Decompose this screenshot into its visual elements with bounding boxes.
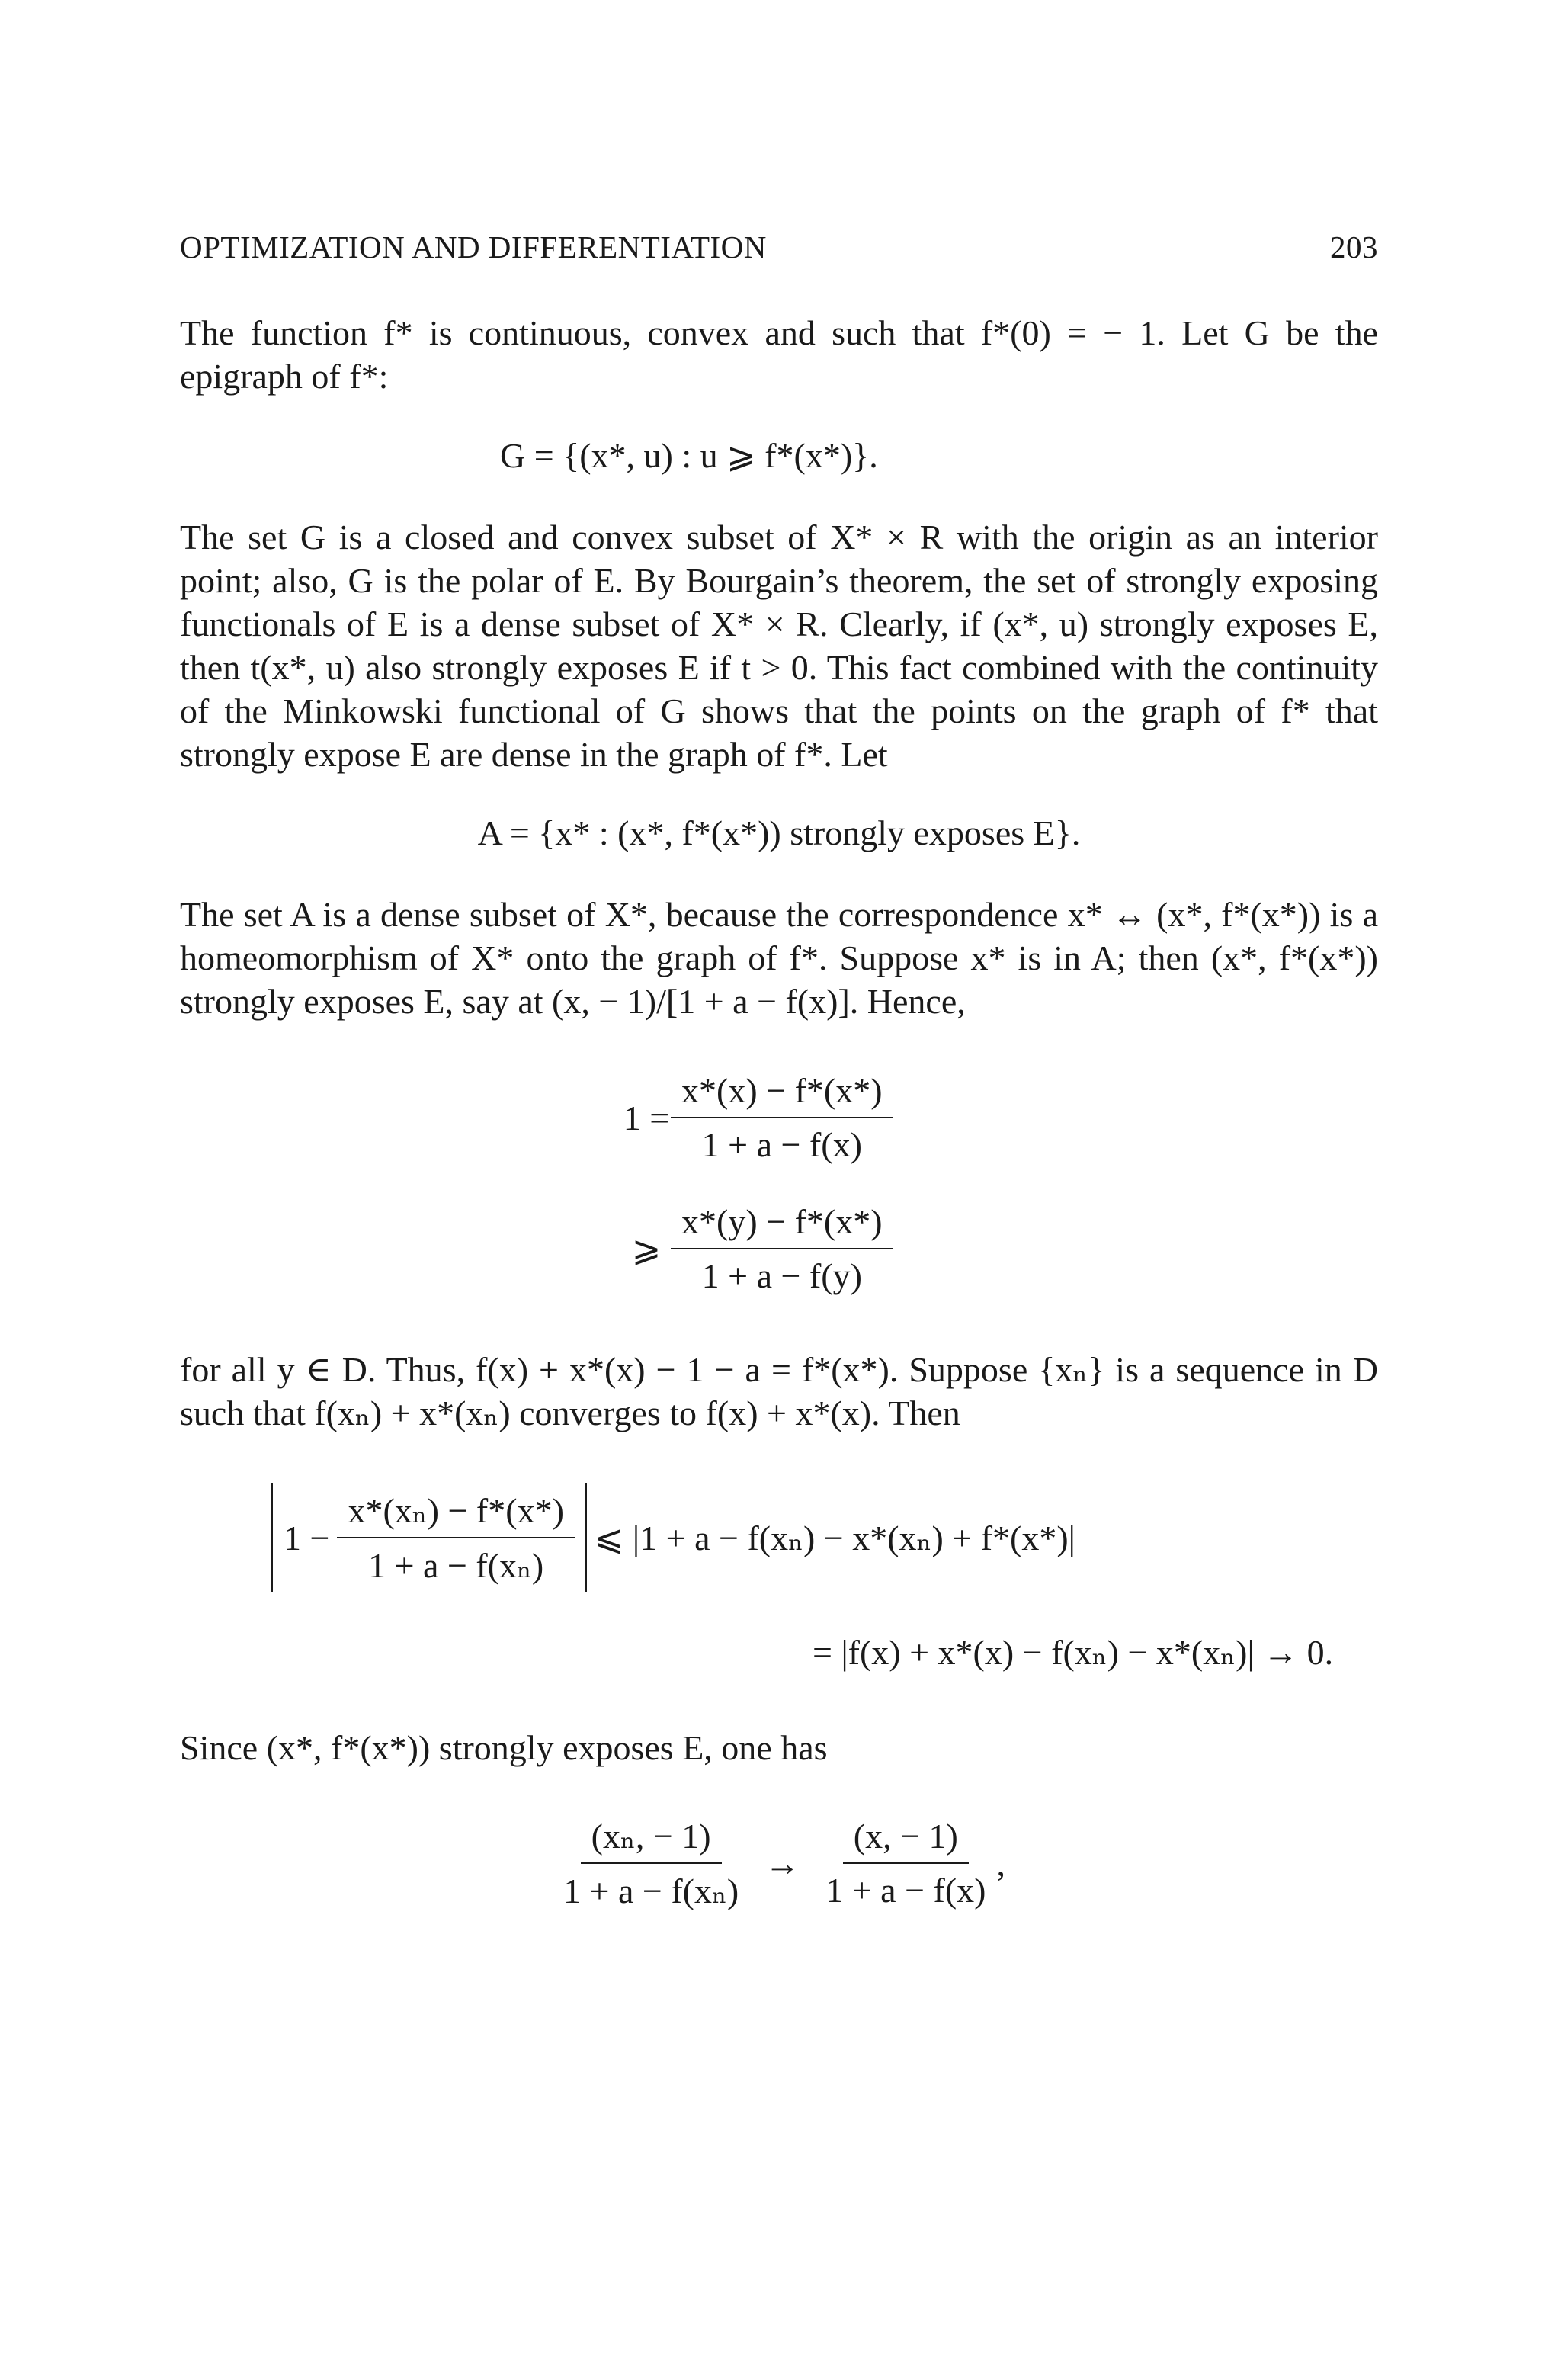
fraction-2: [671, 1201, 893, 1296]
running-title: OPTIMIZATION AND DIFFERENTIATION: [180, 229, 767, 265]
paragraph-function-f-star: The function f* is continuous, convex and such that f*(0) = − 1. Let G be the epigraph of f*:: [180, 313, 1378, 396]
one-minus: 1 −: [284, 1518, 330, 1557]
fraction-limit-right: [815, 1816, 996, 1910]
absolute-value-block: [180, 1483, 1378, 1673]
abs-inequality-row: [271, 1483, 1378, 1592]
equation-row-1: [622, 1070, 1378, 1165]
fraction-limit-right-denominator: 1 + a − f(x): [825, 1871, 986, 1910]
paragraph-since: Since (x*, f*(x*)) strongly exposes E, one has: [180, 1728, 828, 1767]
equation-set-a: A = {x* : (x*, f*(x*)) strongly exposes E}.: [477, 813, 1081, 852]
fraction-limit-left-numerator: (xₙ, − 1): [581, 1815, 722, 1864]
fraction-1-numerator: x*(x) − f*(x*): [671, 1070, 893, 1118]
absolute-value-expression: [271, 1483, 587, 1592]
paragraph-set-a-dense: The set A is a dense subset of X*, because the correspondence x* ↔ (x*, f*(x*)) is a homeomorphism of X* onto the graph of f*. Suppose x* is in A; then (x*, f*(x*)) strongly exposes E, say at (x, − 1)/[1 + a − f(x)]. Hence,: [180, 895, 1378, 1021]
running-header: [180, 229, 1378, 265]
fraction-3-numerator: x*(xₙ) − f*(x*): [337, 1490, 574, 1538]
fraction-limit-left: [553, 1815, 749, 1911]
fraction-2-numerator: x*(y) − f*(x*): [671, 1201, 893, 1249]
fraction-1: [671, 1070, 893, 1165]
eq-relation-geq: ⩾: [631, 1230, 662, 1269]
paragraph-for-all-y: for all y ∈ D. Thus, f(x) + x*(x) − 1 − a = f*(x*). Suppose {xₙ} is a sequence in D such that f(xₙ) + x*(xₙ) converges to f(x) + x*(x). Then: [180, 1350, 1378, 1432]
equation-row-2: [622, 1201, 1378, 1296]
trailing-comma: ,: [996, 1843, 1005, 1883]
fraction-limit-left-denominator: 1 + a − f(xₙ): [563, 1872, 739, 1910]
limit-equation: [180, 1815, 1378, 1911]
eq-lhs: 1 =: [623, 1098, 670, 1137]
paragraph-set-g: The set G is a closed and convex subset of X* × R with the origin as an interior point; also, G is the polar of E. By Bourgain’s theorem, the set of strongly exposing functionals of E is a dense subset of X* × R. Clearly, if (x*, u) strongly exposes E, then t(x*, u) also strongly exposes E if t > 0. This fact combined with the continuity of the Minkowski functional of G shows that the points on the graph of f* that strongly expose E are dense in the graph of f*. Let: [180, 518, 1378, 774]
fraction-3: [337, 1490, 574, 1586]
equation-epigraph: G = {(x*, u) : u ⩾ f*(x*)}.: [500, 436, 878, 475]
fraction-limit-right-numerator: (x, − 1): [843, 1816, 969, 1864]
converges-arrow: →: [764, 1843, 800, 1883]
inequality-block: [180, 1070, 1378, 1296]
fraction-3-denominator: 1 + a − f(xₙ): [368, 1546, 544, 1585]
abs-inequality-rhs: ⩽ |1 + a − f(xₙ) − x*(xₙ) + f*(x*)|: [594, 1519, 1075, 1557]
fraction-2-denominator: 1 + a − f(y): [701, 1256, 862, 1295]
fraction-1-denominator: 1 + a − f(x): [701, 1125, 862, 1164]
abs-equality-line: = |f(x) + x*(x) − f(xₙ) − x*(xₙ)| → 0.: [813, 1633, 1334, 1672]
page-number: 203: [1330, 229, 1378, 265]
